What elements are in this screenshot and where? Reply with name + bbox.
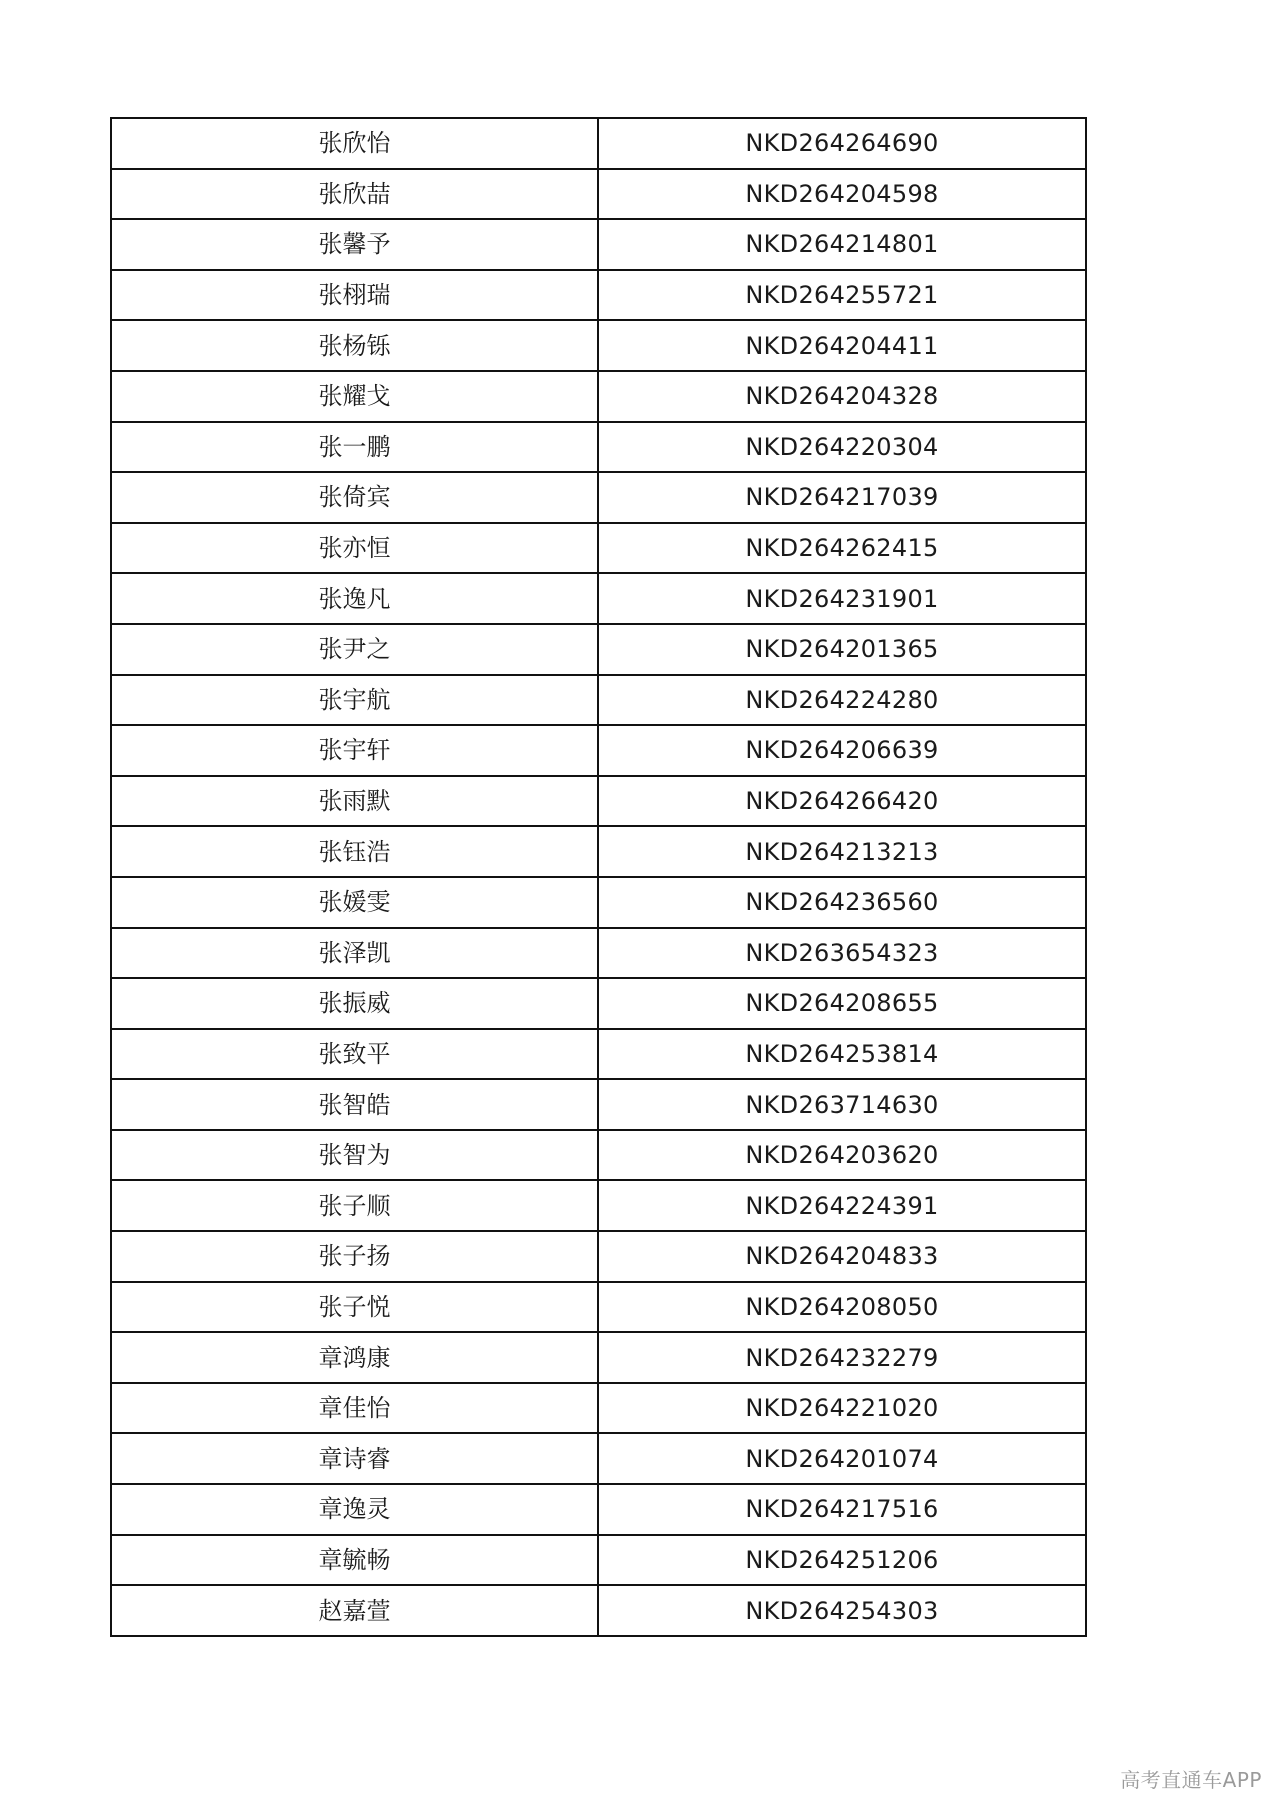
student-id-cell: NKD264220304 <box>598 422 1086 473</box>
table-row <box>111 422 1086 473</box>
student-id-cell: NKD264255721 <box>598 270 1086 321</box>
student-name-cell: 张一鹏 <box>111 422 598 473</box>
student-id-cell: NKD264221020 <box>598 1383 1086 1434</box>
student-name-cell: 章逸灵 <box>111 1484 598 1535</box>
student-id-cell: NKD264213213 <box>598 826 1086 877</box>
student-name-cell: 章毓畅 <box>111 1535 598 1586</box>
student-id-cell: NKD264231901 <box>598 573 1086 624</box>
student-name-cell: 张宇轩 <box>111 725 598 776</box>
table-row <box>111 1079 1086 1130</box>
table-row <box>111 371 1086 422</box>
student-name-cell: 张子顺 <box>111 1180 598 1231</box>
student-id-cell: NKD264224280 <box>598 675 1086 726</box>
table-row <box>111 1383 1086 1434</box>
student-name-cell: 张宇航 <box>111 675 598 726</box>
student-name-cell: 张尹之 <box>111 624 598 675</box>
student-name-cell: 章佳怡 <box>111 1383 598 1434</box>
table-row <box>111 1332 1086 1383</box>
table-row <box>111 1535 1086 1586</box>
roster-table-body <box>111 118 1086 1636</box>
table-row <box>111 270 1086 321</box>
table-row <box>111 776 1086 827</box>
table-row <box>111 1484 1086 1535</box>
student-id-cell: NKD264254303 <box>598 1585 1086 1636</box>
student-name-cell: 张子悦 <box>111 1282 598 1333</box>
student-id-cell: NKD264201074 <box>598 1433 1086 1484</box>
student-id-cell: NKD264204328 <box>598 371 1086 422</box>
table-row <box>111 624 1086 675</box>
student-name-cell: 张欣怡 <box>111 118 598 169</box>
table-row <box>111 1180 1086 1231</box>
student-id-cell: NKD264251206 <box>598 1535 1086 1586</box>
student-name-cell: 张雨默 <box>111 776 598 827</box>
student-id-cell: NKD264203620 <box>598 1130 1086 1181</box>
student-id-cell: NKD264236560 <box>598 877 1086 928</box>
student-id-cell: NKD264204833 <box>598 1231 1086 1282</box>
table-row <box>111 573 1086 624</box>
student-id-cell: NKD264208050 <box>598 1282 1086 1333</box>
student-name-cell: 张智为 <box>111 1130 598 1181</box>
student-name-cell: 张泽凯 <box>111 928 598 979</box>
student-name-cell: 张耀戈 <box>111 371 598 422</box>
table-row <box>111 320 1086 371</box>
table-row <box>111 1585 1086 1636</box>
student-id-cell: NKD264217039 <box>598 472 1086 523</box>
student-id-cell: NKD263654323 <box>598 928 1086 979</box>
table-row <box>111 523 1086 574</box>
table-row <box>111 725 1086 776</box>
student-name-cell: 张倚宾 <box>111 472 598 523</box>
student-id-cell: NKD264204598 <box>598 169 1086 220</box>
student-name-cell: 张媛雯 <box>111 877 598 928</box>
student-id-cell: NKD264224391 <box>598 1180 1086 1231</box>
table-row <box>111 826 1086 877</box>
student-id-cell: NKD264266420 <box>598 776 1086 827</box>
student-id-cell: NKD264214801 <box>598 219 1086 270</box>
student-id-cell: NKD264204411 <box>598 320 1086 371</box>
roster-table <box>110 117 1087 1637</box>
student-name-cell: 张钰浩 <box>111 826 598 877</box>
student-name-cell: 章诗睿 <box>111 1433 598 1484</box>
watermark-text: 高考直通车APP <box>1120 1768 1262 1792</box>
student-name-cell: 张智皓 <box>111 1079 598 1130</box>
student-name-cell: 张子扬 <box>111 1231 598 1282</box>
student-name-cell: 张栩瑞 <box>111 270 598 321</box>
table-row <box>111 1433 1086 1484</box>
table-row <box>111 675 1086 726</box>
table-row <box>111 978 1086 1029</box>
table-row <box>111 118 1086 169</box>
student-id-cell: NKD264217516 <box>598 1484 1086 1535</box>
table-row <box>111 1231 1086 1282</box>
student-id-cell: NKD264201365 <box>598 624 1086 675</box>
student-name-cell: 张欣喆 <box>111 169 598 220</box>
student-name-cell: 张致平 <box>111 1029 598 1080</box>
student-id-cell: NKD263714630 <box>598 1079 1086 1130</box>
table-row <box>111 1130 1086 1181</box>
student-name-cell: 张杨铄 <box>111 320 598 371</box>
student-name-cell: 张亦恒 <box>111 523 598 574</box>
table-row <box>111 219 1086 270</box>
table-row <box>111 1282 1086 1333</box>
student-name-cell: 张馨予 <box>111 219 598 270</box>
table-row <box>111 169 1086 220</box>
student-name-cell: 赵嘉萱 <box>111 1585 598 1636</box>
student-id-cell: NKD264232279 <box>598 1332 1086 1383</box>
student-id-cell: NKD264262415 <box>598 523 1086 574</box>
student-name-cell: 张振威 <box>111 978 598 1029</box>
student-id-cell: NKD264208655 <box>598 978 1086 1029</box>
table-row <box>111 1029 1086 1080</box>
student-name-cell: 张逸凡 <box>111 573 598 624</box>
table-row <box>111 472 1086 523</box>
table-row <box>111 928 1086 979</box>
student-id-cell: NKD264206639 <box>598 725 1086 776</box>
student-id-cell: NKD264253814 <box>598 1029 1086 1080</box>
student-id-cell: NKD264264690 <box>598 118 1086 169</box>
student-name-cell: 章鸿康 <box>111 1332 598 1383</box>
table-row <box>111 877 1086 928</box>
